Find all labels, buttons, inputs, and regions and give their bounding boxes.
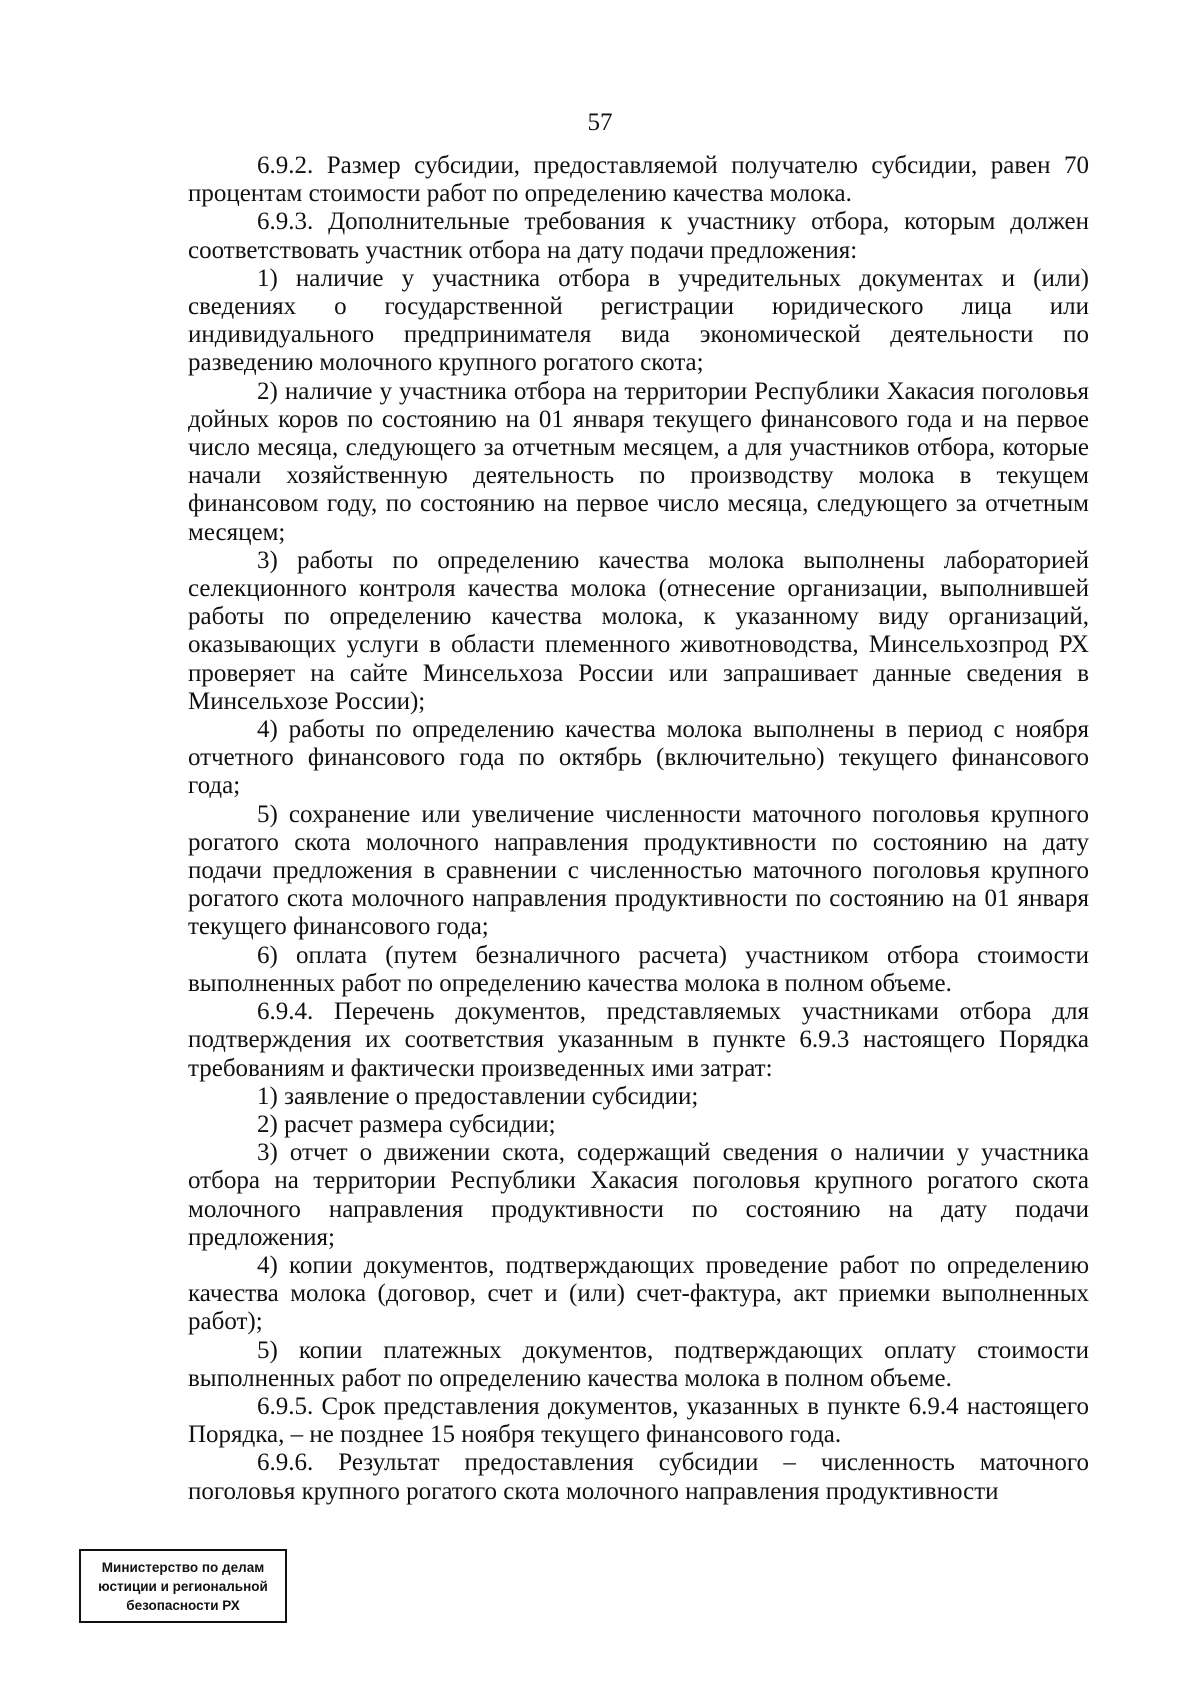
paragraph: 1) заявление о предоставлении субсидии; xyxy=(257,1082,699,1110)
paragraph: 2) расчет размера субсидии; xyxy=(257,1110,556,1138)
paragraph: 6.9.6. Результат предоставления субсидии – численность маточного поголовья крупного рогатого скота молочного направления продуктивности xyxy=(188,1449,1089,1505)
paragraph: 5) копии платежных документов, подтверждающих оплату стоимости выполненных работ по определению качества молока в полном объеме. xyxy=(188,1336,1089,1392)
paragraph: 2) наличие у участника отбора на территории Республики Хакасия поголовья дойных коров по состоянию на 01 января текущего финансового года и на первое число месяца, следующего за отчетным месяцем, а для участников отбора, которые начали хозяйственную деятельность по производству молока в текущем финансовом году, по состоянию на первое число месяца, следующего за отчетным месяцем; xyxy=(188,377,1089,546)
ministry-stamp xyxy=(79,1549,287,1623)
page-number: 57 xyxy=(587,109,613,136)
paragraph: 3) отчет о движении скота, содержащий сведения о наличии у участника отбора на территории Республики Хакасия поголовья крупного рогатого скота молочного направления продуктивности по состоянию на дату подачи предложения; xyxy=(188,1139,1089,1251)
paragraph: 4) работы по определению качества молока выполнены в период с ноября отчетного финансового года по октябрь (включительно) текущего финансового года; xyxy=(188,716,1089,800)
paragraph: 6.9.5. Срок представления документов, указанных в пункте 6.9.4 настоящего Порядка, – не позднее 15 ноября текущего финансового года. xyxy=(188,1392,1089,1449)
stamp-line: безопасности РХ xyxy=(126,1598,240,1613)
paragraph: 3) работы по определению качества молока выполнены лабораторией селекционного контроля качества молока (отнесение организации, выполнившей работы по определению качества молока, к указанному виду организаций, оказывающих услуги в области племенного животноводства, Минсельхозпрод РХ проверяет на сайте Минсельхоза России или запрашивает данные сведения в Минсельхозе России); xyxy=(188,546,1089,715)
paragraph: 1) наличие у участника отбора в учредительных документах и (или) сведениях о государственной регистрации юридического лица или индивидуального предпринимателя вида экономической деятельности по разведению молочного крупного рогатого скота; xyxy=(188,264,1089,377)
stamp-line: юстиции и региональной xyxy=(98,1579,268,1594)
paragraph: 6.9.3. Дополнительные требования к участнику отбора, которым должен соответствовать участник отбора на дату подачи предложения: xyxy=(188,208,1089,264)
paragraph: 5) сохранение или увеличение численности маточного поголовья крупного рогатого скота молочного направления продуктивности по состоянию на дату подачи предложения в сравнении с численностью маточного поголовья крупного рогатого скота молочного направления продуктивности по состоянию на 01 января текущего финансового года; xyxy=(188,800,1089,941)
paragraph: 6.9.2. Размер субсидии, предоставляемой получателю субсидии, равен 70 процентам стоимости работ по определению качества молока. xyxy=(188,152,1089,208)
paragraph: 6.9.4. Перечень документов, представляемых участниками отбора для подтверждения их соответствия указанным в пункте 6.9.3 настоящего Порядка требованиям и фактически произведенных ими затрат: xyxy=(188,998,1089,1082)
document-body xyxy=(188,152,1089,1506)
paragraph: 4) копии документов, подтверждающих проведение работ по определению качества молока (договор, счет и (или) счет-фактура, акт приемки выполненных работ); xyxy=(188,1251,1089,1336)
stamp-line: Министерство по делам xyxy=(101,1560,265,1575)
paragraph: 6) оплата (путем безналичного расчета) участником отбора стоимости выполненных работ по определению качества молока в полном объеме. xyxy=(188,941,1089,997)
